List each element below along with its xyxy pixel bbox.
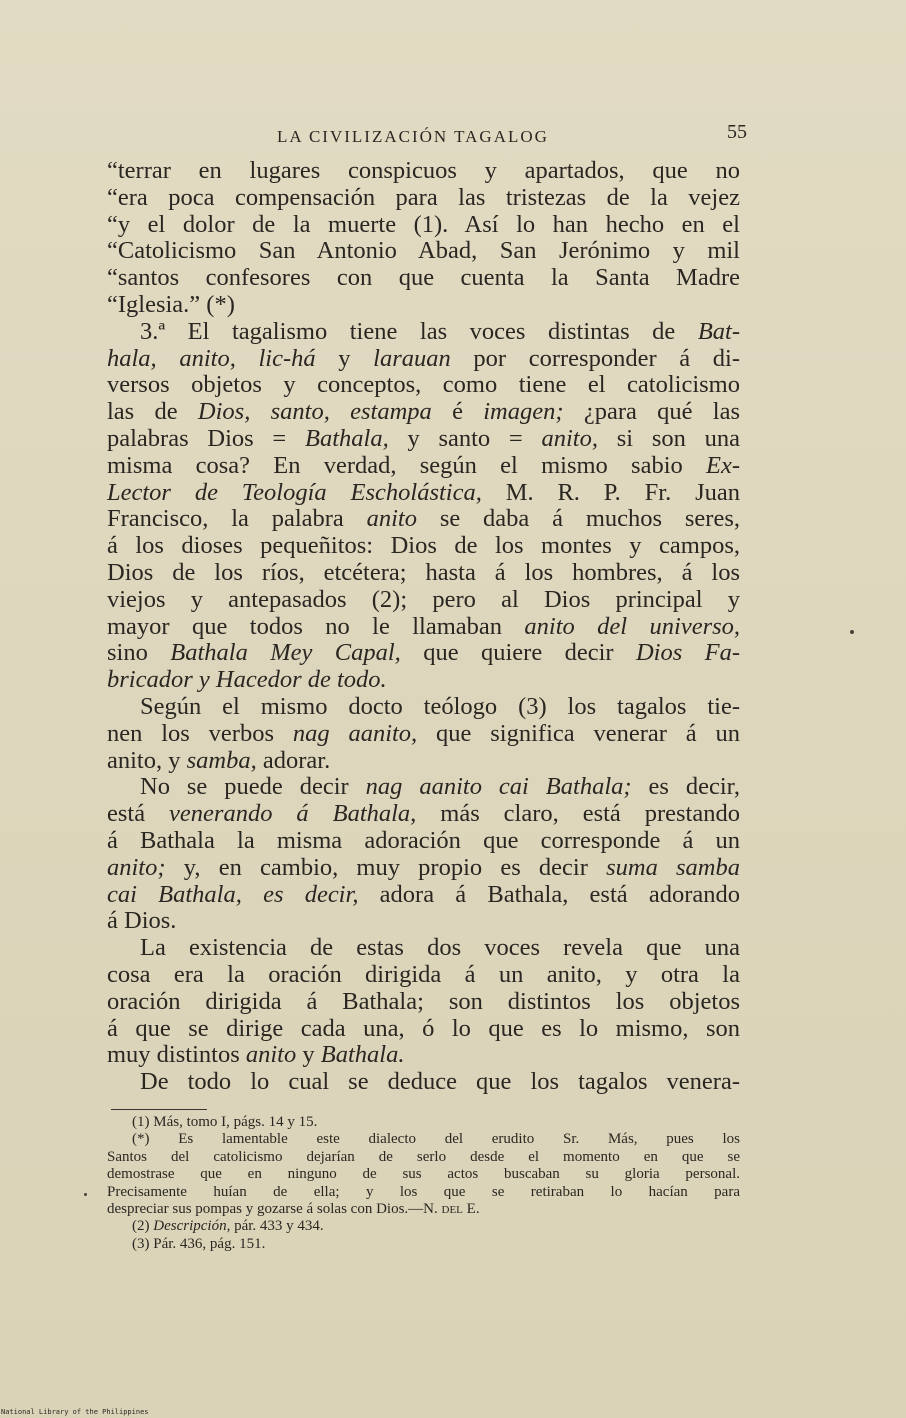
footnote-line: Santos del catolicismo dejarían de serlo desde el momento en que se <box>107 1148 740 1165</box>
running-title: LA CIVILIZACIÓN TAGALOG <box>277 127 549 146</box>
text-line: sino Bathala Mey Capal, que quiere decir Dios Fa- <box>107 639 741 667</box>
text-line: Lector de Teología Escholástica, M. R. P. Fr. Juan <box>107 478 740 506</box>
ink-speck <box>84 1193 87 1196</box>
text-line: hala, anito, lic-há y larauan por corresponder á di- <box>107 344 740 372</box>
text-line: Según el mismo docto teólogo (3) los tagalos tie- <box>140 692 740 720</box>
text-line: muy distintos anito y Bathala. <box>107 1041 405 1069</box>
text-line: las de Dios, santo, estampa é imagen; ¿para qué las <box>107 398 741 426</box>
text-line: bricador y Hacedor de todo. <box>107 666 387 694</box>
running-head <box>107 121 747 149</box>
text-line: 3.ª El tagalismo tiene las voces distintas de Bat- <box>140 317 740 345</box>
text-line: “y el dolor de la muerte (1). Así lo han hecho en el <box>107 210 740 238</box>
footnote-line: (1) Más, tomo I, págs. 14 y 15. <box>132 1114 318 1130</box>
text-line: Dios de los ríos, etcétera; hasta á los hombres, á los <box>107 558 740 586</box>
text-line: “Catolicismo San Antonio Abad, San Jerónimo y mil <box>107 237 740 265</box>
text-line: cai Bathala, es decir, adora á Bathala, está adorando <box>107 880 741 908</box>
ink-speck <box>850 630 854 634</box>
text-line: á Dios. <box>107 907 177 935</box>
footnote-line: (3) Pár. 436, pág. 151. <box>132 1235 266 1252</box>
text-line: La existencia de estas dos voces revela que una <box>140 934 740 962</box>
text-line: No se puede decir nag aanito cai Bathala; es decir, <box>140 773 740 801</box>
text-line: á los dioses pequeñitos: Dios de los montes y campos, <box>107 532 740 560</box>
text-line: misma cosa? En verdad, según el mismo sabio Ex- <box>107 451 740 479</box>
footnote-line: demostrase que en ninguno de sus actos buscaban su gloria personal. <box>107 1166 740 1183</box>
footnote-line: despreciar sus pompas y gozarse á solas con Dios.—N. del E. <box>107 1200 480 1217</box>
text-line: mayor que todos no le llamaban anito del universo, <box>107 612 741 640</box>
body-text <box>107 158 740 1096</box>
footnote-line: (*) Es lamentable este dialecto del erudito Sr. Más, pues los <box>132 1131 740 1148</box>
footnote-line: Precisamente huían de ella; y los que se retiraban lo hacían para <box>107 1183 740 1200</box>
text-line: palabras Dios = Bathala, y santo = anito, si son una <box>107 424 740 452</box>
page-number: 55 <box>727 121 747 143</box>
text-line: está venerando á Bathala, más claro, está prestando <box>107 800 740 828</box>
text-line: Francisco, la palabra anito se daba á muchos seres, <box>107 505 740 533</box>
text-line: anito, y samba, adorar. <box>107 746 331 774</box>
text-line: versos objetos y conceptos, como tiene el catolicismo <box>107 371 740 399</box>
text-line: “Iglesia.” (*) <box>107 290 235 318</box>
text-line: nen los verbos nag aanito, que significa venerar á un <box>107 719 740 747</box>
text-line: “terrar en lugares conspicuos y apartados, que no <box>107 157 740 184</box>
library-watermark: National Library of the Philippines <box>1 1408 149 1416</box>
footnote-line: (2) Descripción, pár. 433 y 434. <box>132 1218 324 1235</box>
text-line: viejos y antepasados (2); pero al Dios principal y <box>107 585 740 613</box>
text-line: oración dirigida á Bathala; son distintos los objetos <box>107 987 740 1015</box>
text-line: á que se dirige cada una, ó lo que es lo mismo, son <box>107 1014 740 1042</box>
text-line: “santos confesores con que cuenta la Santa Madre <box>107 264 740 292</box>
text-line: anito; y, en cambio, muy propio es decir suma samba <box>107 853 740 881</box>
footnotes <box>107 1114 740 1253</box>
footnote-rule <box>111 1109 207 1110</box>
text-line: De todo lo cual se deduce que los tagalos venera- <box>140 1068 740 1096</box>
text-line: cosa era la oración dirigida á un anito, y otra la <box>107 960 740 988</box>
text-line: á Bathala la misma adoración que corresponde á un <box>107 826 740 854</box>
text-line: “era poca compensación para las tristezas de la vejez <box>107 183 740 211</box>
